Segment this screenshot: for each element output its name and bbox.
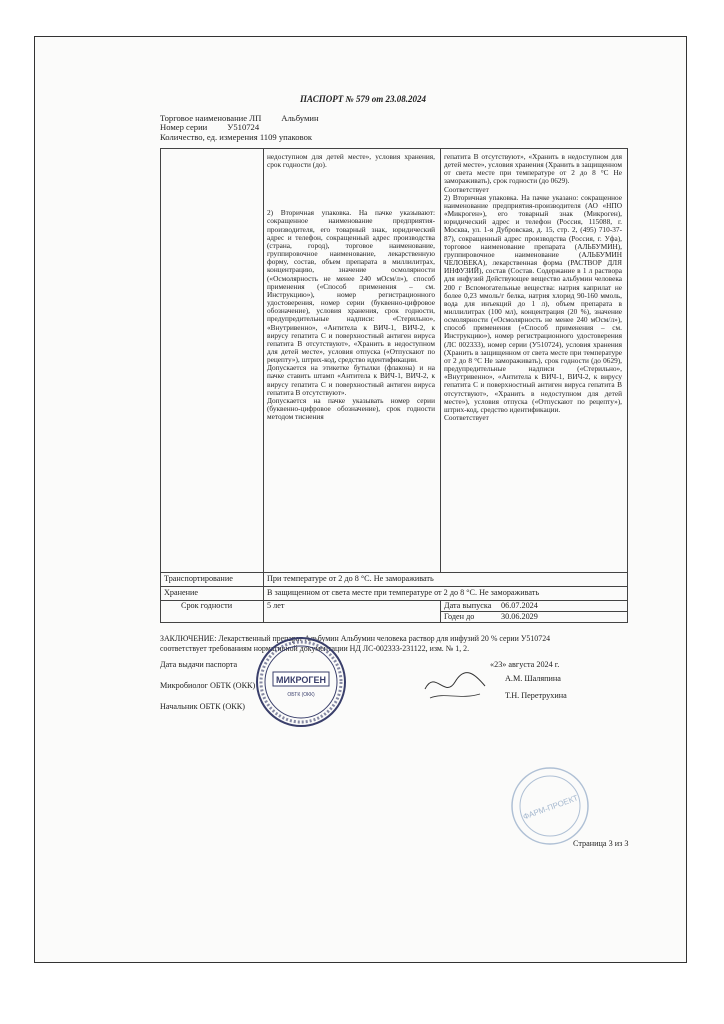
signature-icon xyxy=(420,664,490,704)
shelf-life-value: 5 лет xyxy=(267,601,285,610)
requirements-text: Допускается на пачке указывать номер серии (буквенно-цифровое обозначение), срок годности методом тиснения xyxy=(267,395,435,422)
round-stamp-icon xyxy=(255,636,347,728)
requirements-text: Допускается на этикетке бутылки (флакона) и на пачке ставить штамп «Антитела к ВИЧ-1, ВИЧ-2, к вирусу гепатита С и поверхностный антиген вируса гепатита В отсутствуют». xyxy=(267,363,435,397)
transport-value: При температуре от 2 до 8 °С. Не замораживать xyxy=(267,574,434,583)
table-divider xyxy=(161,572,627,573)
microbiologist-name: А.М. Шаляпина xyxy=(505,674,561,683)
storage-label: Хранение xyxy=(164,588,199,597)
quantity-row xyxy=(160,132,312,142)
requirements-column xyxy=(267,153,435,568)
shelf-life-label: Срок годности xyxy=(181,601,233,610)
quality-table xyxy=(160,148,628,623)
table-divider xyxy=(161,586,627,587)
stamp-center-text: МИКРОГЕН xyxy=(276,675,326,685)
result-status: Соответствует xyxy=(444,413,489,422)
conclusion-line: соответствует требованиям нормативной документации НД ЛС-002333-231122, изм. № 1, 2. xyxy=(160,644,470,653)
results-text: гепатита В отсутствуют», «Хранить в недоступном для детей месте», условия хранения (Хранить в защищенном от света месте при температуре от 2 до 8 °С Не замораживать), срок годности (до 0629). xyxy=(444,153,622,186)
series-label: Номер серии xyxy=(160,122,208,132)
release-date-value: 06.07.2024 xyxy=(501,601,538,610)
passport-title: ПАСПОРТ № 579 от 23.08.2024 xyxy=(300,94,427,104)
conclusion-line: ЗАКЛЮЧЕНИЕ: Лекарственный препарат Альбумин Альбумин человека раствор для инфузий 20 % серии У510724 xyxy=(160,634,551,643)
storage-value: В защищенном от света месте при температуре от 2 до 8 °С. Не замораживать xyxy=(267,588,540,597)
results-text: 2) Вторичная упаковка. На пачке указано: сокращенное наименование предприятия-производителя (АО «НПО «Микроген»), его товарный знак (Микроген), юридический адрес и телефон (Россия, 115088, г. Москва, ул. 1-я Дубровская, д. 15, стр. 2, (495) 710-37-87), сокращенный адрес производства (Россия, г. Уфа), торговое наименование препарата (АЛЬБУМИН), группировочное наименование (АЛЬБУМИН ЧЕЛОВЕКА), лекарственная форма (РАСТВОР ДЛЯ ИНФУЗИЙ), состав (Состав. Содержание в 1 л раствора для инфузий Действующее вещество альбумин человека 200 г Вспомогательные вещества: натрия каприлат не более 0,23 ммоль/г белка, натрия хлорид 90-160 ммоль, вода для инъекций до 1 л), объем препарата в миллилитрах (100 мл), концентрация (20 %), значение осмолярности («Осмолярность не менее 240 мОсм/л»), способ применения («Способ применения – см. Инструкцию»), номер регистрационного удостоверения (ЛС 002333), номер серии (У510724), условия хранения (Хранить в защищенном от света месте при температуре от 2 до 8 °С Не замораживать), срок годности (до 0629), предупредительные надписи («Стерильно», «Внутривенно», «Антитела к ВИЧ-1, ВИЧ-2, к вирусу гепатита С и поверхностный антиген вируса гепатита В отсутствуют», «Хранить в недоступном для детей месте»), условия отпуска («Отпускают по рецепту»), штрих-код, средство идентификации. xyxy=(444,192,622,414)
requirements-text: 2) Вторичная упаковка. На пачке указывают: сокращенное наименование предприятия-производителя, его товарный знак, юридический адрес и телефон, сокращенный адрес производства (страна, город), торговое наименование, группировочное наименование, лекарственную форму, состав, объем препарата в миллилитрах, концентрацию, значение осмолярности («Осмолярность не менее 240 мОсм/л»), способ применения («Способ применения – см. Инструкцию»), номер регистрационного удостоверения, номер серии (буквенно-цифровое обозначение), условия хранения, срок годности, предупредительные надписи: «Стерильно», «Внутривенно», «Антитела к ВИЧ-1, ВИЧ-2, к вирусу гепатита С и поверхностный антиген вируса гепатита В отсутствуют», «Хранить в недоступном для детей месте», условия отпуска («Отпускают по рецепту»), штрих-код, средство идентификации. xyxy=(267,208,435,365)
series-value: У510724 xyxy=(227,122,260,132)
result-status: Соответствует xyxy=(444,184,489,194)
quantity-value: 1109 упаковок xyxy=(259,132,313,142)
table-divider xyxy=(263,149,264,622)
requirements-text: недоступном для детей месте», условия хранения, срок годности (до). xyxy=(267,153,435,170)
quantity-label: Количество, ед. измерения xyxy=(160,132,258,142)
release-date-label: Дата выпуска xyxy=(444,601,492,610)
stamp-sub-text: ОБТК (ОКК) xyxy=(287,692,315,698)
page-number: Страница 3 из 3 xyxy=(573,839,629,848)
valid-until-label: Годен до xyxy=(444,612,475,621)
transport-label: Транспортирование xyxy=(164,574,233,583)
stamp-second-text: ФАРМ-ПРОЕКТ xyxy=(521,793,580,822)
issue-date-value: «23» августа 2024 г. xyxy=(490,660,560,669)
trade-name-label: Торговое наименование ЛП xyxy=(160,113,262,123)
chief-name: Т.Н. Перетрухина xyxy=(505,691,567,700)
trade-name-value: Альбумин xyxy=(281,113,319,123)
faded-stamp-icon xyxy=(510,766,590,846)
series-row xyxy=(160,122,259,132)
valid-until-value: 30.06.2029 xyxy=(501,612,538,621)
results-column xyxy=(444,153,622,568)
microbiologist-label: Микробиолог ОБТК (ОКК) xyxy=(160,681,256,690)
chief-label: Начальник ОБТК (ОКК) xyxy=(160,702,245,711)
table-divider xyxy=(440,149,441,572)
issue-date-label: Дата выдачи паспорта xyxy=(160,660,238,669)
